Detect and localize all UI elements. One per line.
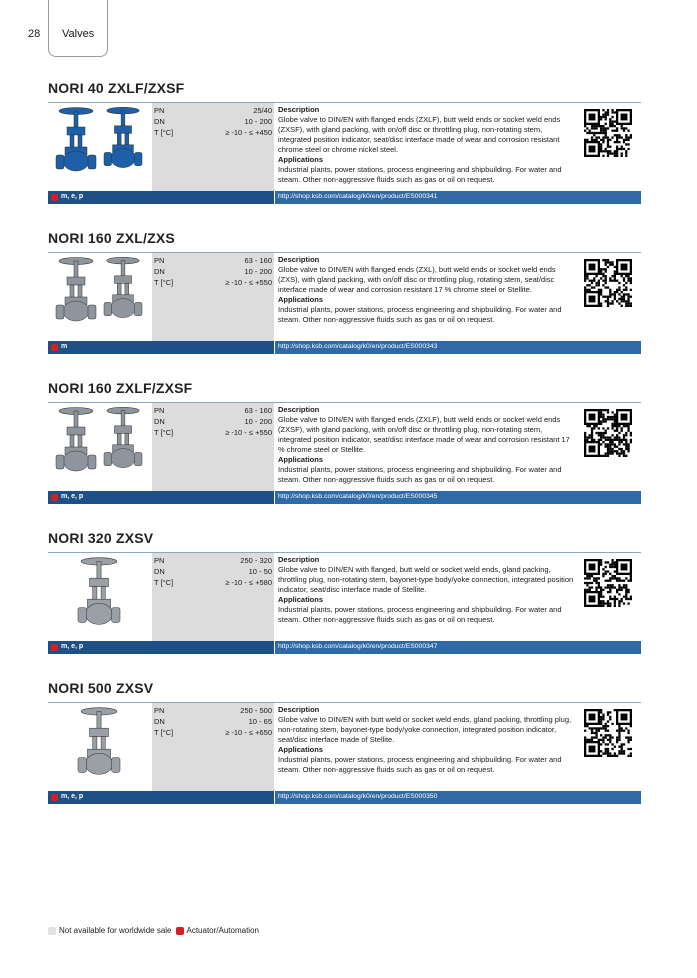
product-footer-bar [48, 341, 641, 354]
codes-bar [48, 491, 274, 504]
legend-not-available: Not available for worldwide sale [59, 926, 172, 935]
description-text: Globe valve to DIN/EN with flanged ends (ZXLF), butt weld ends or socket weld ends (ZXSF), with gland packing, with on/off disc or throttling plug, non-rotating stem, integrated position indicator, seat/disc interface made of wear and corrosion resistant chrome steel or chrome nickel steel. [278, 115, 561, 154]
applications-heading: Applications [278, 455, 324, 464]
description-heading: Description [278, 705, 320, 714]
spec-label-temp: T [°C] [154, 578, 174, 587]
spec-labels [154, 105, 173, 138]
applications-text: Industrial plants, power stations, process engineering and shipbuilding. For water and steam. Other non-aggressive fluids such as gas or oil on request. [278, 605, 562, 624]
product-codes: m, e, p [61, 643, 84, 650]
product-title: NORI 40 ZXLF/ZXSF [48, 80, 185, 96]
description-heading: Description [278, 405, 320, 414]
applications-text: Industrial plants, power stations, process engineering and shipbuilding. For water and steam. Other non-aggressive fluids such as gas or oil on request. [278, 755, 562, 774]
url-bar [275, 791, 641, 804]
spec-label-dn: DN [154, 267, 165, 276]
legend-actuator: Actuator/Automation [186, 926, 259, 935]
product-footer-bar [48, 491, 641, 504]
spec-value-temp: ≥ -10 - ≤ +450 [225, 128, 272, 137]
product-url-link[interactable]: http://shop.ksb.com/catalog/k0/en/product/ES000341 [278, 193, 438, 200]
product-card [48, 552, 641, 655]
description-text: Globe valve to DIN/EN with flanged ends (ZXLF), butt weld ends or socket weld ends (ZXSF), with gland packing, with on/off disc or throttling plug, non-rotating stem, integrated position indicator, seat/disc interface made of wear and corrosion resistant 17 % chrome steel or Stellite. [278, 415, 570, 454]
spec-panel [152, 703, 274, 791]
product-url-link[interactable]: http://shop.ksb.com/catalog/k0/en/product/ES000347 [278, 643, 438, 650]
spec-values [225, 555, 272, 588]
description-heading: Description [278, 105, 320, 114]
spec-label-dn: DN [154, 417, 165, 426]
url-bar [275, 641, 641, 654]
product-footer-bar [48, 641, 641, 654]
spec-label-pn: PN [154, 556, 165, 565]
spec-label-pn: PN [154, 406, 165, 415]
spec-values [225, 405, 272, 438]
spec-label-temp: T [°C] [154, 728, 174, 737]
spec-value-temp: ≥ -10 - ≤ +580 [225, 578, 272, 587]
spec-values [225, 705, 272, 738]
actuator-marker-icon [51, 644, 58, 651]
spec-value-temp: ≥ -10 - ≤ +550 [225, 278, 272, 287]
spec-label-dn: DN [154, 717, 165, 726]
spec-label-pn: PN [154, 256, 165, 265]
qr-code-icon[interactable] [584, 709, 632, 757]
description-heading: Description [278, 555, 320, 564]
product-description [278, 255, 574, 325]
applications-text: Industrial plants, power stations, process engineering and shipbuilding. For water and steam. Other non-aggressive fluids such as gas or oil on request. [278, 305, 562, 324]
description-text: Globe valve to DIN/EN with butt weld or socket weld ends, gland packing, throttling plug, non-rotating stem, bayonet-type body/yoke connection, integrated position indicator, seat/disc interface made of Stellite. [278, 715, 572, 744]
spec-value-dn: 10 - 65 [248, 717, 272, 726]
product-title: NORI 320 ZXSV [48, 530, 154, 546]
spec-panel [152, 253, 274, 341]
product-block [48, 80, 641, 220]
url-bar [275, 341, 641, 354]
product-footer-bar [48, 791, 641, 804]
spec-value-pn: 250 - 500 [240, 706, 272, 715]
section-title: Valves [62, 28, 95, 40]
product-card [48, 402, 641, 505]
product-codes: m, e, p [61, 493, 84, 500]
not-available-swatch [48, 927, 56, 935]
url-bar [275, 191, 641, 204]
product-title: NORI 160 ZXLF/ZXSF [48, 380, 193, 396]
product-codes: m, e, p [61, 193, 84, 200]
product-block [48, 380, 641, 520]
product-block [48, 230, 641, 370]
spec-value-temp: ≥ -10 - ≤ +550 [225, 428, 272, 437]
spec-labels [154, 405, 173, 438]
codes-bar [48, 641, 274, 654]
product-description [278, 105, 574, 185]
product-image [48, 103, 151, 191]
product-block [48, 680, 641, 820]
description-heading: Description [278, 255, 320, 264]
codes-bar [48, 791, 274, 804]
spec-label-dn: DN [154, 117, 165, 126]
page-number: 28 [28, 28, 41, 40]
spec-value-pn: 63 - 160 [244, 256, 272, 265]
description-text: Globe valve to DIN/EN with flanged, butt weld or socket weld ends, gland packing, throttling plug, non-rotating stem, bayonet-type body/yoke connection, integrated position indicator, seat/disc interface made of Stellite. [278, 565, 574, 594]
spec-labels [154, 555, 173, 588]
actuator-marker-icon [51, 794, 58, 801]
product-description [278, 555, 574, 625]
spec-value-temp: ≥ -10 - ≤ +650 [225, 728, 272, 737]
applications-text: Industrial plants, power stations, process engineering and shipbuilding. For water and steam. Other non-aggressive fluids such as gas or oil on request. [278, 465, 562, 484]
product-url-link[interactable]: http://shop.ksb.com/catalog/k0/en/product/ES000345 [278, 493, 438, 500]
product-url-link[interactable]: http://shop.ksb.com/catalog/k0/en/product/ES000343 [278, 343, 438, 350]
applications-heading: Applications [278, 745, 324, 754]
product-card [48, 102, 641, 205]
spec-label-temp: T [°C] [154, 128, 174, 137]
spec-label-dn: DN [154, 567, 165, 576]
product-image [48, 553, 151, 641]
description-text: Globe valve to DIN/EN with flanged ends (ZXL), butt weld ends or socket weld ends (ZXS), with gland packing, with on/off disc or throttling plug, rotating stem, seat/disc interface made of wear and corrosion resistant 17 % chrome steel or Stellite. [278, 265, 556, 294]
actuator-marker-icon [51, 494, 58, 501]
product-codes: m, e, p [61, 793, 84, 800]
legend [48, 926, 259, 935]
qr-code-icon[interactable] [584, 109, 632, 157]
product-title: NORI 500 ZXSV [48, 680, 154, 696]
codes-bar [48, 191, 274, 204]
product-block [48, 530, 641, 670]
applications-heading: Applications [278, 295, 324, 304]
spec-value-dn: 10 - 50 [248, 567, 272, 576]
product-card [48, 702, 641, 805]
spec-value-dn: 10 - 200 [244, 417, 272, 426]
qr-code-icon[interactable] [584, 259, 632, 307]
actuator-marker-icon [51, 194, 58, 201]
codes-bar [48, 341, 274, 354]
product-image [48, 703, 151, 791]
applications-heading: Applications [278, 595, 324, 604]
product-codes: m [61, 343, 68, 350]
product-description [278, 705, 574, 775]
spec-panel [152, 553, 274, 641]
spec-label-temp: T [°C] [154, 278, 174, 287]
spec-value-pn: 63 - 160 [244, 406, 272, 415]
actuator-swatch [176, 927, 184, 935]
product-image [48, 253, 151, 341]
spec-values [225, 255, 272, 288]
spec-value-pn: 250 - 320 [240, 556, 272, 565]
spec-value-pn: 25/40 [253, 106, 272, 115]
product-image [48, 403, 151, 491]
qr-code-icon[interactable] [584, 559, 632, 607]
product-title: NORI 160 ZXL/ZXS [48, 230, 175, 246]
spec-value-dn: 10 - 200 [244, 117, 272, 126]
spec-label-temp: T [°C] [154, 428, 174, 437]
applications-heading: Applications [278, 155, 324, 164]
url-bar [275, 491, 641, 504]
actuator-marker-icon [51, 344, 58, 351]
qr-code-icon[interactable] [584, 409, 632, 457]
spec-panel [152, 103, 274, 191]
spec-labels [154, 705, 173, 738]
spec-panel [152, 403, 274, 491]
product-description [278, 405, 574, 485]
spec-values [225, 105, 272, 138]
spec-label-pn: PN [154, 706, 165, 715]
spec-value-dn: 10 - 200 [244, 267, 272, 276]
product-footer-bar [48, 191, 641, 204]
product-url-link[interactable]: http://shop.ksb.com/catalog/k0/en/product/ES000350 [278, 793, 438, 800]
product-card [48, 252, 641, 355]
spec-label-pn: PN [154, 106, 165, 115]
spec-labels [154, 255, 173, 288]
applications-text: Industrial plants, power stations, process engineering and shipbuilding. For water and steam. Other non-aggressive fluids such as gas or oil on request. [278, 165, 562, 184]
